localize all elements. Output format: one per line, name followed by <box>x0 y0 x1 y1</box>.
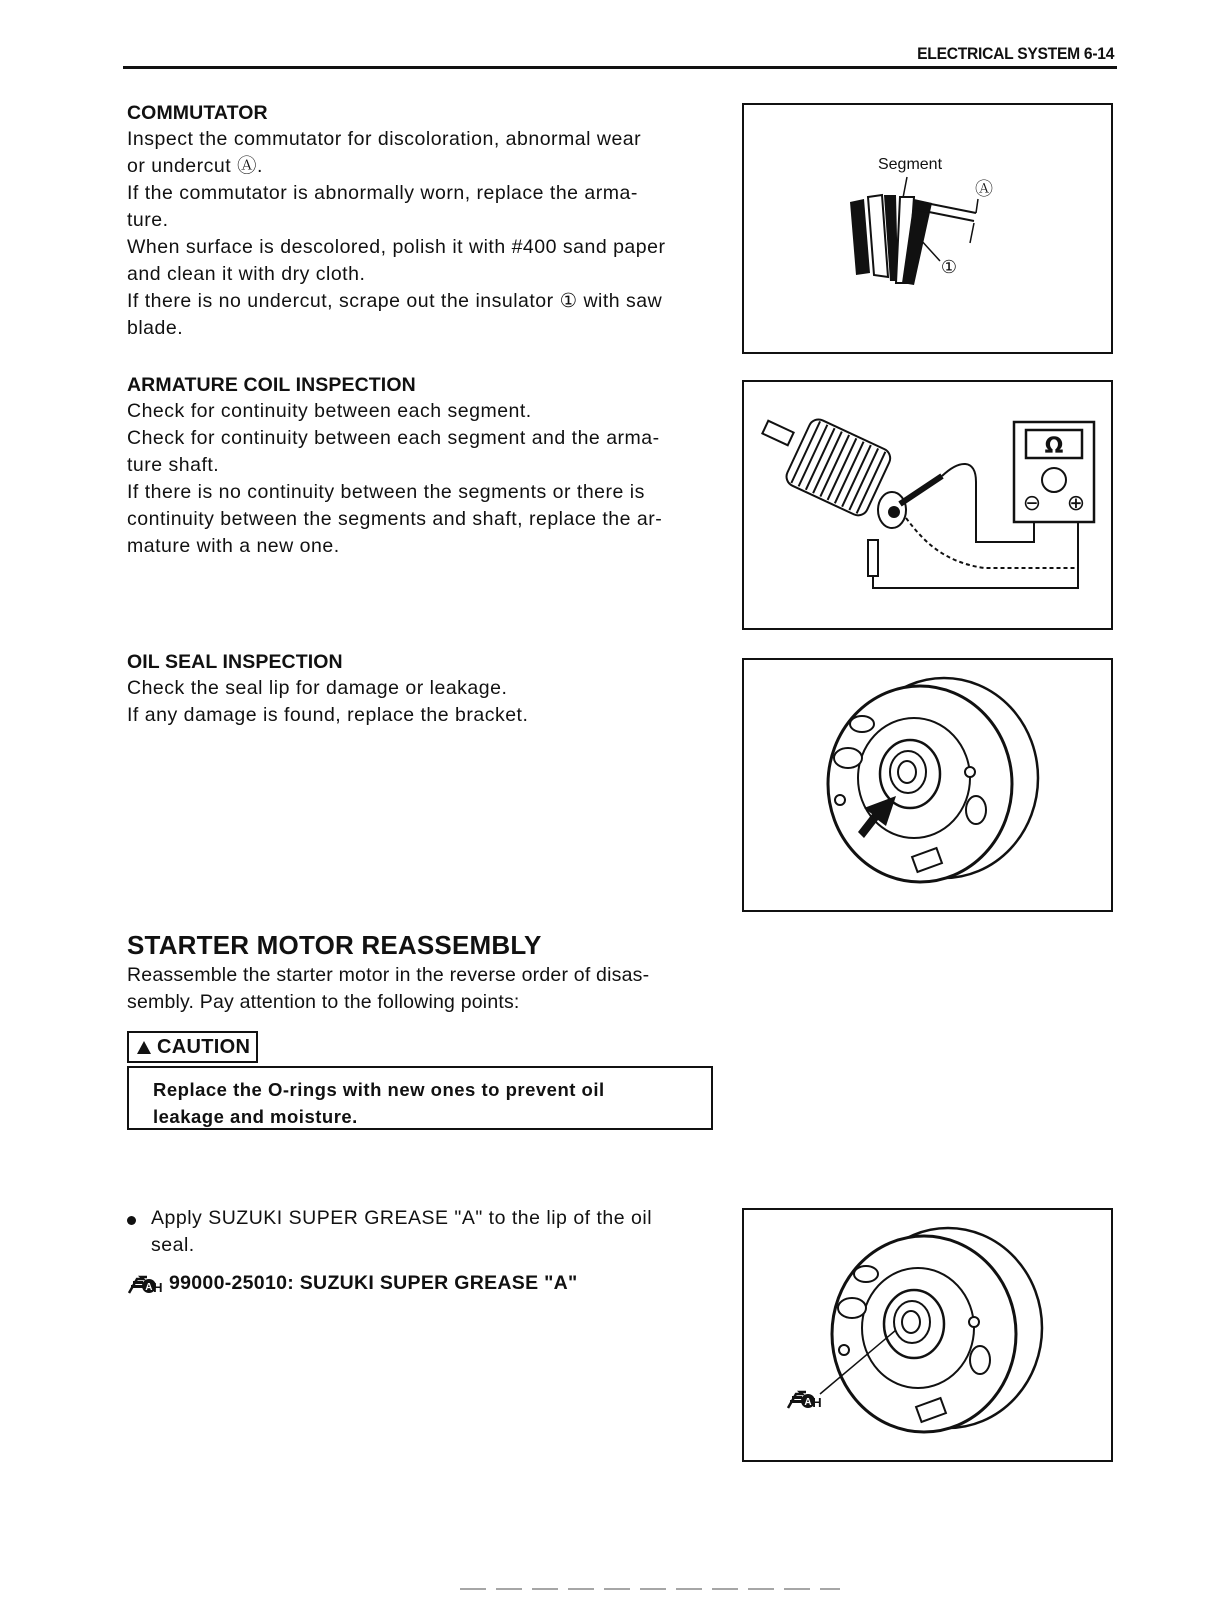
bracket-hole <box>966 796 986 824</box>
footer-scan-dashes <box>460 1586 840 1592</box>
armature-line: Check for continuity between each segment and the arma- <box>127 427 660 449</box>
shaft-end <box>888 506 900 518</box>
warning-triangle-icon <box>137 1041 151 1054</box>
oil-seal-title: OIL SEAL INSPECTION <box>127 651 343 673</box>
caution-label <box>127 1031 258 1063</box>
test-probe <box>868 540 878 576</box>
insulator-leader <box>920 239 940 261</box>
bracket-hole <box>838 1298 866 1318</box>
armature-line: continuity between the segments and shaft, replace the ar- <box>127 508 663 530</box>
commutator-line: or undercut Ⓐ. <box>127 155 263 177</box>
armature-test-figure <box>742 380 1113 630</box>
header-divider <box>123 66 1117 69</box>
caution-label-text: CAUTION <box>157 1036 251 1058</box>
oil-seal-line: If any damage is found, replace the bracket. <box>127 704 529 726</box>
grease-application-figure <box>742 1208 1113 1462</box>
armature-section <box>127 372 717 560</box>
armature-core <box>783 416 893 518</box>
oil-seal-figure <box>742 658 1113 912</box>
grease-bullet <box>127 1205 717 1259</box>
oil-seal-line: Check the seal lip for damage or leakage. <box>127 677 508 699</box>
label-a: Ⓐ <box>975 179 993 200</box>
caution-line: Replace the O-rings with new ones to prevent oil <box>153 1079 605 1100</box>
caution-line: leakage and moisture. <box>153 1106 358 1127</box>
dim-arrow <box>976 199 978 213</box>
commutator-line: and clean it with dry cloth. <box>127 263 366 285</box>
svg-text:H: H <box>812 1395 822 1410</box>
ohm-symbol: Ω <box>1044 434 1064 459</box>
reassembly-line: Reassemble the starter motor in the reverse order of disas- <box>127 964 650 986</box>
commutator-section <box>127 100 717 342</box>
armature-line: mature with a new one. <box>127 535 340 557</box>
armature-line: If there is no continuity between the segments or there is <box>127 481 645 503</box>
plus-terminal-icon: ⊕ <box>1066 491 1086 516</box>
multimeter-dial <box>1042 468 1066 492</box>
oil-seal-bore <box>902 1311 920 1333</box>
grease-part-text: 99000-25010: SUZUKI SUPER GREASE "A" <box>169 1272 578 1294</box>
bracket-hole <box>834 748 862 768</box>
commutator-line: If there is no undercut, scrape out the insulator ① with saw <box>127 290 663 312</box>
svg-text:A: A <box>804 1397 812 1408</box>
commutator-segment-shape <box>850 199 870 275</box>
oil-seal-section <box>127 649 717 729</box>
commutator-title: COMMUTATOR <box>127 102 268 124</box>
armature-line: ture shaft. <box>127 454 220 476</box>
bullet-line: seal. <box>151 1234 195 1256</box>
bracket-screw-hole <box>839 1345 849 1355</box>
test-probe <box>900 476 942 504</box>
bracket-screw-hole <box>965 767 975 777</box>
armature-title: ARMATURE COIL INSPECTION <box>127 374 416 396</box>
segment-label: Segment <box>877 156 943 173</box>
bracket-hole <box>970 1346 990 1374</box>
grease-a-icon <box>788 1392 822 1410</box>
oil-seal-bore <box>898 761 916 783</box>
bullet-line: Apply SUZUKI SUPER GREASE "A" to the lip of the oil <box>151 1207 653 1229</box>
label-1: ① <box>940 257 958 278</box>
commutator-line: blade. <box>127 317 184 339</box>
svg-text:A: A <box>145 1281 153 1293</box>
bracket-screw-hole <box>835 795 845 805</box>
commutator-line: ture. <box>127 209 169 231</box>
armature-line: Check for continuity between each segment. <box>127 400 532 422</box>
commutator-line: Inspect the commutator for discoloration, abnormal wear <box>127 128 642 150</box>
dim-arrow <box>970 223 974 243</box>
grease-part-number <box>127 1272 578 1295</box>
commutator-figure <box>742 103 1113 354</box>
commutator-line: If the commutator is abnormally worn, replace the arma- <box>127 182 638 204</box>
caution-box <box>127 1066 713 1130</box>
page-header-title: ELECTRICAL SYSTEM 6-14 <box>916 44 1114 63</box>
reassembly-line: sembly. Pay attention to the following points: <box>127 991 520 1013</box>
bracket-hole <box>850 716 874 732</box>
reassembly-title: STARTER MOTOR REASSEMBLY <box>127 930 542 960</box>
armature-shaft <box>762 421 793 446</box>
bracket-hole <box>854 1266 878 1282</box>
bracket-screw-hole <box>969 1317 979 1327</box>
svg-text:H: H <box>153 1279 163 1295</box>
commutator-line: When surface is descolored, polish it with #400 sand paper <box>127 236 666 258</box>
bullet-dot-icon <box>127 1216 136 1225</box>
reassembly-intro <box>127 962 717 1016</box>
grease-a-icon <box>127 1273 163 1295</box>
minus-terminal-icon: ⊖ <box>1022 491 1042 516</box>
